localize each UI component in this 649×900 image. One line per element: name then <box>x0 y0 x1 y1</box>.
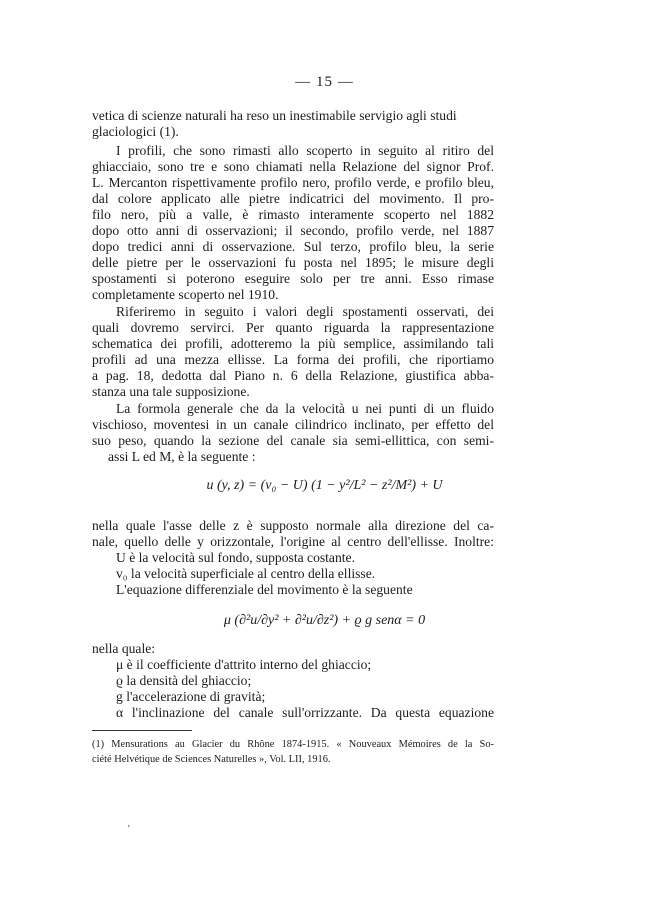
text-line: nella quale l'asse delle z è supposto normale alla direzione del ca- <box>92 518 494 533</box>
text-line: suo peso, quando la sezione del canale sia semi-ellittica, con semi- <box>92 433 494 448</box>
text-line: profili ad una mezza ellisse. La forma dei profili, che riportiamo <box>92 352 494 367</box>
text-line: ϱ la densità del ghiaccio; <box>116 673 252 688</box>
text-line: spostamenti si poterono eseguire solo per tre anni. Esso rimase <box>92 271 494 286</box>
text-line: vetica di scienze naturali ha reso un inestimabile servigio agli studi <box>92 108 457 123</box>
text-line: assi L ed M, è la seguente : <box>108 449 256 464</box>
text-line: L'equazione differenziale del movimento è la seguente <box>116 582 413 597</box>
text-line: dopo otto anni di osservazioni; il secondo, profilo verde, nel 1887 <box>92 223 494 238</box>
text-line: nella quale: <box>92 641 156 656</box>
equation-velocity: u (y, z) = (v₀ − U) (1 − y²/L² − z²/M²) + U <box>206 478 443 493</box>
footnote-rule <box>92 730 192 731</box>
text-line: dal colore applicato alle pietre indicatrici del movimento. Il pro- <box>92 191 494 206</box>
text-line: completamente scoperto nel 1910. <box>92 287 279 302</box>
text-line: Riferiremo in seguito i valori degli spostamenti osservati, dei <box>116 304 494 319</box>
stray-mark: ‚ <box>127 818 131 829</box>
text-line: U è la velocità sul fondo, supposta costante. <box>116 550 355 565</box>
footnote-line: ciété Helvétique de Sciences Naturelles », Vol. LII, 1916. <box>92 754 331 765</box>
text-line: delle pietre per le osservazioni fu posta nel 1895; le misure degli <box>92 255 494 270</box>
text-line: dopo tredici anni di osservazione. Sul terzo, profilo bleu, la serie <box>92 239 494 254</box>
text-line: α l'inclinazione del canale sull'orrizzante. Da questa equazione <box>116 705 494 720</box>
footnote-line: (1) Mensurations au Glacier du Rhône 1874-1915. « Nouveaux Mémoires de la So- <box>92 739 494 750</box>
text-line: g l'accelerazione di gravità; <box>116 689 266 704</box>
text-line: I profili, che sono rimasti allo scoperto in seguito al ritiro del <box>116 143 494 158</box>
page-number: — 15 — <box>295 74 354 90</box>
text-line: glaciologici (1). <box>92 124 179 139</box>
text-line: μ è il coefficiente d'attrito interno del ghiaccio; <box>116 657 372 672</box>
text-line: stanza una tale supposizione. <box>92 384 250 399</box>
text-line: filo nero, più a valle, è rimasto interamente scoperto nel 1882 <box>92 207 494 222</box>
equation-differential: μ (∂²u/∂y² + ∂²u/∂z²) + ϱ g senα = 0 <box>223 613 426 628</box>
text-line: a pag. 18, dedotta dal Piano n. 6 della Relazione, giustifica abba- <box>92 368 494 383</box>
text-line: quali dovremo servirci. Per quanto riguarda la rappresentazione <box>92 320 494 335</box>
text-line: L. Mercanton rispettivamente profilo nero, profilo verde, e profilo bleu, <box>92 175 494 190</box>
text-line: v₀ la velocità superficiale al centro della ellisse. <box>116 566 376 581</box>
text-line: ghiacciaio, sono tre e sono chiamati nella Relazione del signor Prof. <box>92 159 494 174</box>
text-line: nale, quello delle y orizzontale, l'origine al centro dell'ellisse. Inoltre: <box>92 534 494 549</box>
text-line: vischioso, moventesi in un canale cilindrico inclinato, per effetto del <box>92 417 494 432</box>
text-line: La formola generale che da la velocità u nei punti di un fluido <box>116 401 494 416</box>
text-line: schematica dei profili, adotteremo la più semplice, assimilando tali <box>92 336 494 351</box>
